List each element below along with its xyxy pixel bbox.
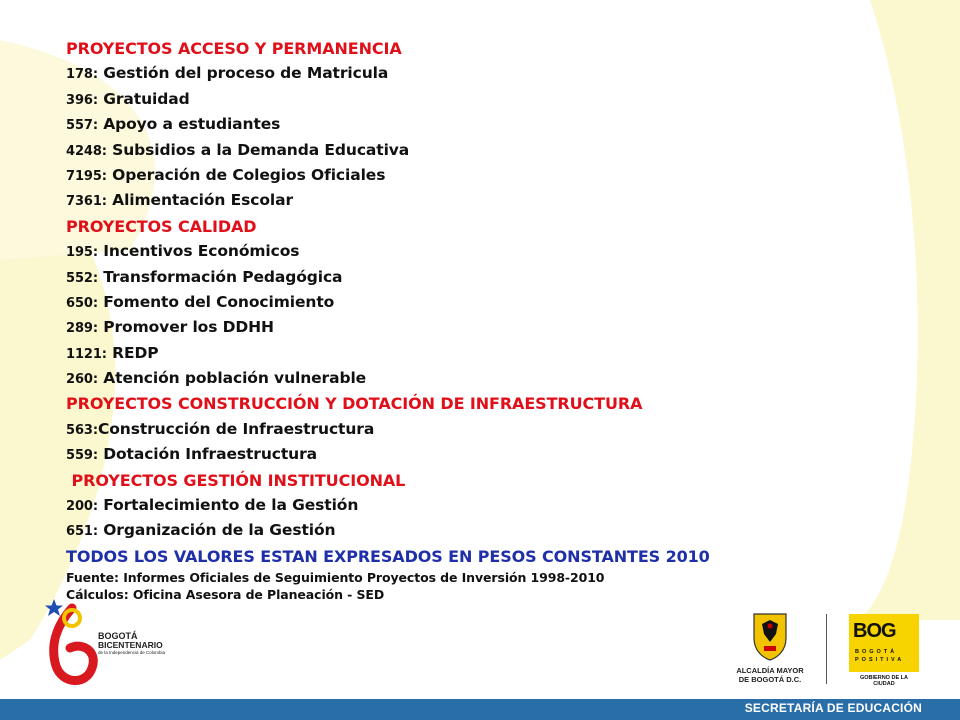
project-code: 178: [66, 67, 98, 83]
project-name: Transformación Pedagógica [97, 267, 343, 286]
project-name: Gestión del proceso de Matricula [97, 64, 389, 83]
project-code: 195: [66, 245, 98, 261]
bog-gobierno-label: GOBIERNO DE LA CIUDAD [860, 675, 908, 687]
project-name: Apoyo a estudiantes [97, 115, 281, 134]
project-item [66, 493, 926, 518]
project-item [66, 239, 926, 264]
project-name: Alimentación Escolar [106, 191, 294, 210]
project-code: 559: [66, 448, 98, 464]
project-name: Operación de Colegios Oficiales [106, 165, 386, 184]
bog-wordmark: BOG [853, 620, 896, 642]
source-note: Cálculos: Oficina Asesora de Planeación - SED [66, 587, 385, 603]
project-code: 260: [66, 372, 98, 388]
currency-note: TODOS LOS VALORES ESTAN EXPRESADOS EN PESOS CONSTANTES 2010 [66, 546, 710, 566]
blue-star-icon [45, 599, 63, 616]
alcaldia-line1: ALCALDÍA MAYOR [736, 666, 804, 675]
project-code: 563: [66, 422, 98, 438]
project-code: 200: [66, 499, 98, 515]
source-note: Fuente: Informes Oficiales de Seguimiento Proyectos de Inversión 1998-2010 [66, 570, 605, 586]
project-code: 7195: [66, 168, 107, 184]
bicentenario-line1: BOGOTÁ [98, 631, 138, 641]
bog-sub2: POSITIVA [855, 657, 905, 663]
bogota-positiva-logo [849, 614, 919, 686]
project-item [66, 265, 926, 290]
alcaldia-mayor-logo [730, 612, 810, 688]
project-item [66, 315, 926, 340]
project-name: Promover los DDHH [97, 318, 274, 337]
project-item [66, 188, 926, 213]
project-item [66, 518, 926, 543]
red-6-shape [54, 608, 94, 681]
project-code: 396: [66, 92, 98, 108]
project-name: Fomento del Conocimiento [97, 292, 335, 311]
bogota-bicentenario-logo [42, 596, 182, 690]
alcaldia-line2: DE BOGOTÁ D.C. [738, 675, 802, 684]
project-item [66, 341, 926, 366]
bicentenario-line3: de la Independencia de Colombia [98, 650, 166, 655]
project-code: 289: [66, 321, 98, 337]
project-item [66, 163, 926, 188]
section-heading: PROYECTOS GESTIÓN INSTITUCIONAL [66, 470, 406, 490]
project-item [66, 87, 926, 112]
project-item [66, 61, 926, 86]
project-code: 4248: [66, 143, 107, 159]
project-name: Fortalecimiento de la Gestión [97, 496, 359, 515]
coat-of-arms-icon [750, 612, 790, 662]
footer-bar [0, 699, 960, 720]
project-name: Subsidios a la Demanda Educativa [106, 140, 410, 159]
project-code: 7361: [66, 194, 107, 210]
project-item [66, 290, 926, 315]
project-code: 552: [66, 270, 98, 286]
section-heading: PROYECTOS CALIDAD [66, 216, 257, 236]
project-code: 651: [66, 524, 98, 540]
project-name: Organización de la Gestión [97, 521, 336, 540]
project-name: Incentivos Económicos [97, 242, 300, 261]
project-item [66, 138, 926, 163]
project-name: Construcción de Infraestructura [97, 419, 375, 438]
logo-divider [826, 614, 827, 684]
project-item [66, 366, 926, 391]
project-list [66, 36, 926, 603]
project-item [66, 442, 926, 467]
project-name: REDP [106, 343, 159, 362]
section-heading: PROYECTOS CONSTRUCCIÓN Y DOTACIÓN DE INFRAESTRUCTURA [66, 394, 643, 414]
section-heading: PROYECTOS ACCESO Y PERMANENCIA [66, 39, 402, 58]
project-name: Atención población vulnerable [97, 369, 367, 388]
bog-sub1: BOGOTÁ [855, 649, 898, 655]
project-item [66, 417, 926, 442]
project-item [66, 112, 926, 137]
project-code: 1121: [66, 346, 107, 362]
bicentenario-line2: BICENTENARIO [98, 640, 163, 650]
footer-label: SECRETARÍA DE EDUCACIÓN [744, 701, 922, 715]
project-code: 650: [66, 295, 98, 311]
project-code: 557: [66, 118, 98, 134]
project-name: Dotación Infraestructura [97, 445, 318, 464]
project-name: Gratuidad [97, 89, 190, 108]
